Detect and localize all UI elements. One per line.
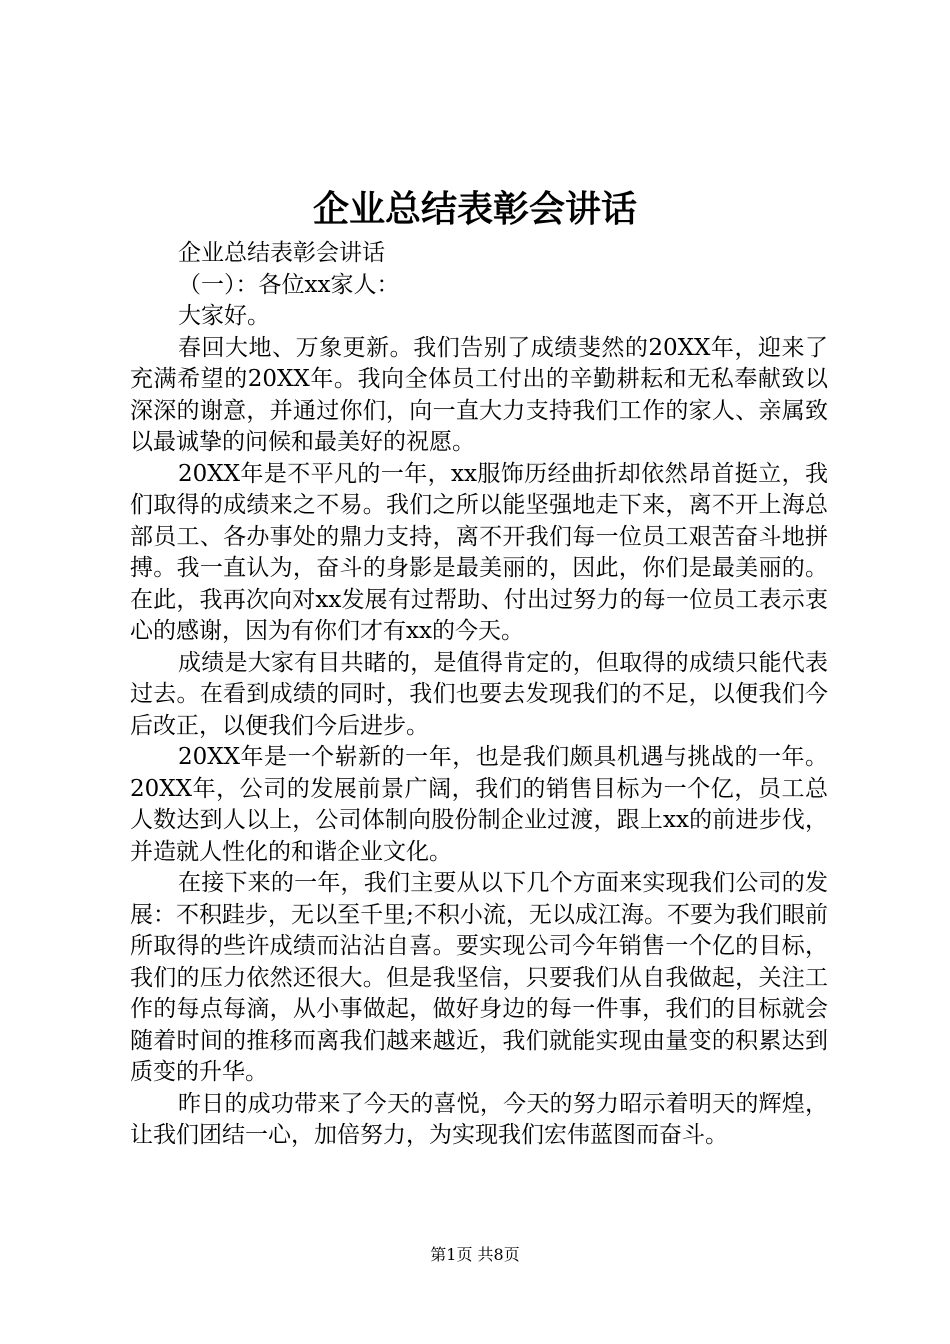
document-title: 企业总结表彰会讲话: [312, 188, 637, 230]
paragraph-body: 20XX年是一个崭新的一年，也是我们颇具机遇与挑战的一年。20XX年，公司的发展前景广阔，我们的销售目标为一个亿，员工总人数达到人以上，公司体制向股份制企业过渡，跟上xx的前进步伐，并造就人性化的和谐企业文化。: [130, 744, 828, 865]
page-number-footer: 第1页 共8页: [430, 1245, 520, 1264]
paragraph-subtitle: 企业总结表彰会讲话: [178, 240, 385, 266]
paragraph-body: 春回大地、万象更新。我们告别了成绩斐然的20XX年，迎来了充满希望的20XX年。我向全体员工付出的辛勤耕耘和无私奉献致以深深的谢意，并通过你们，向一直大力支持我们工作的家人、亲属致以最诚挚的问候和最美好的祝愿。: [130, 334, 828, 455]
paragraph-body: 在接下来的一年，我们主要从以下几个方面来实现我们公司的发展：不积跬步，无以至千里;不积小流，无以成江海。不要为我们眼前所取得的些许成绩而沾沾自喜。要实现公司今年销售一个亿的目标，我们的压力依然还很大。但是我坚信，只要我们从自我做起，关注工作的每点每滴，从小事做起，做好身边的每一件事，我们的目标就会随着时间的推移而离我们越来越近，我们就能实现由量变的积累达到质变的升华。: [130, 870, 828, 1085]
paragraph-salutation: （一）：各位xx家人：: [178, 271, 400, 298]
paragraph-body: 成绩是大家有目共睹的，是值得肯定的，但取得的成绩只能代表过去。在看到成绩的同时，我们也要去发现我们的不足，以便我们今后改正，以便我们今后进步。: [130, 649, 828, 739]
document-body: [130, 238, 828, 1152]
paragraph-body: 20XX年是不平凡的一年，xx服饰历经曲折却依然昂首挺立，我们取得的成绩来之不易。我们之所以能坚强地走下来，离不开上海总部员工、各办事处的鼎力支持，离不开我们每一位员工艰苦奋斗地拼搏。我一直认为，奋斗的身影是最美丽的，因此，你们是最美丽的。在此，我再次向对xx发展有过帮助、付出过努力的每一位员工表示衷心的感谢，因为有你们才有xx的今天。: [130, 460, 828, 644]
paragraph-closing: 昨日的成功带来了今天的喜悦，今天的努力昭示着明天的辉煌，让我们团结一心，加倍努力，为实现我们宏伟蓝图而奋斗。: [130, 1090, 828, 1148]
paragraph-greeting: 大家好。: [178, 303, 270, 329]
